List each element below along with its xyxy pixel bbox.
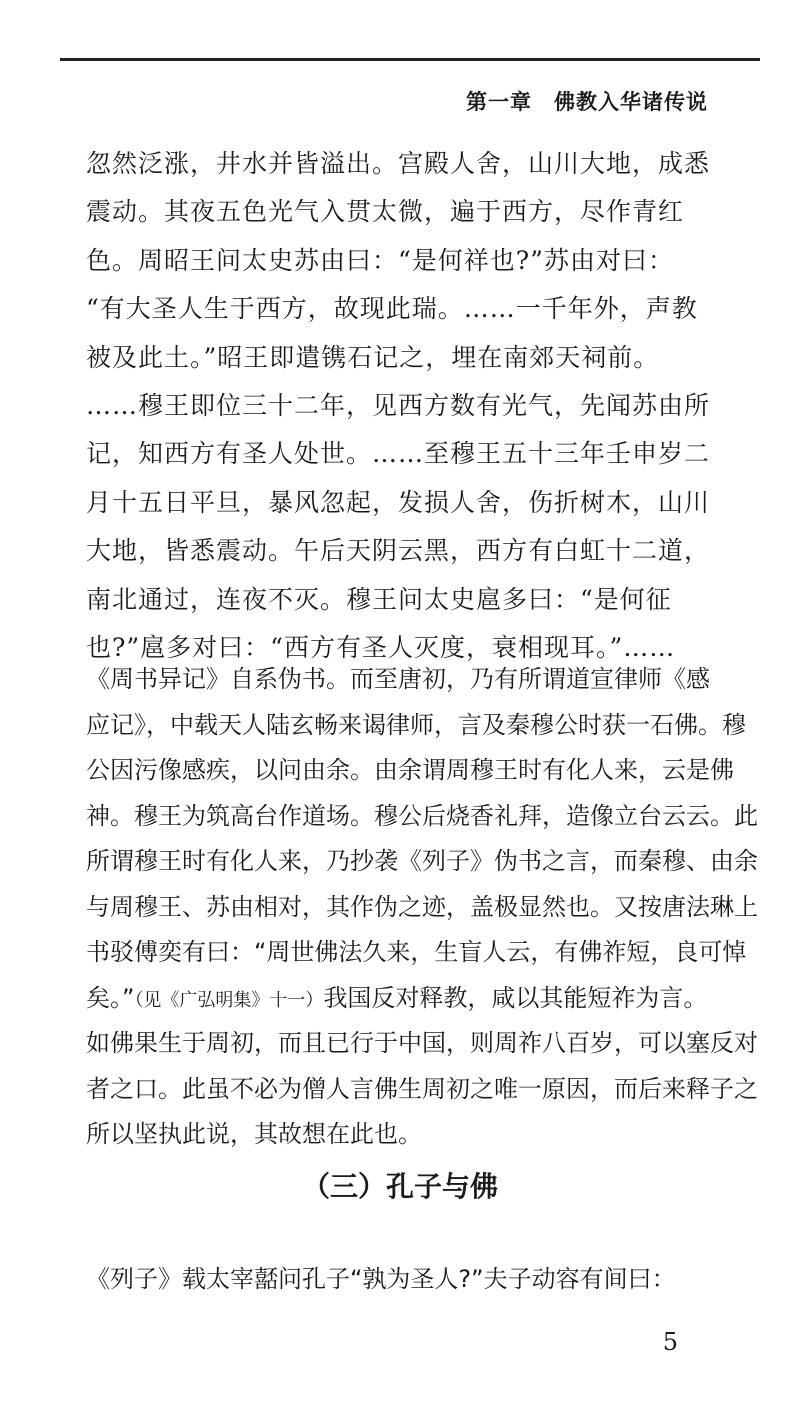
quote-line: 月十五日平旦，暴风忽起，发损人舍，伤折树木，山川 xyxy=(86,487,711,517)
body-line: 所谓穆王时有化人来，乃抄袭《列子》伪书之言，而秦穆、由余 xyxy=(86,847,758,875)
body-line: 者之口。此虽不必为僧人言佛生周初之唯一原因，而后来释子之 xyxy=(86,1074,758,1103)
body-line: 所以坚执此说，其故想在此也。 xyxy=(86,1120,422,1148)
quote-line: 大地，皆悉震动。午后天阴云黑，西方有白虹十二道， xyxy=(86,536,711,566)
quoted-passage xyxy=(86,140,711,672)
quote-line: 南北通过，连夜不灭。穆王问太史扈多曰：“是何征 xyxy=(86,584,672,614)
quote-line: 也?”扈多对曰：“西方有圣人灭度，衰相现耳。”…… xyxy=(86,632,676,662)
quote-line: 忽然泛涨，井水并皆溢出。宫殿人舍，山川大地，成悉 xyxy=(86,149,711,178)
header-rule xyxy=(60,58,760,61)
body-line: 公因污像感疾，以问由余。由余谓周穆王时有化人来，云是佛 xyxy=(86,756,734,784)
quote-line: ……穆王即位三十二年，见西方数有光气，先闻苏由所 xyxy=(86,390,711,420)
running-header-chapter-title: 第一章 佛教入华诸传说 xyxy=(466,90,708,114)
body-paragraph xyxy=(86,657,758,1158)
body-line-with-note xyxy=(86,976,706,1022)
section-heading: （三）孔子与佛 xyxy=(301,1170,498,1203)
citation-note: （见《广弘明集》十一） xyxy=(134,989,324,1011)
body-line: 《周书异记》自系伪书。而至唐初，乃有所谓道宣律师《感 xyxy=(86,665,710,693)
body-line: 应记》，中载天人陆玄畅来谒律师，言及秦穆公时获一石佛。穆 xyxy=(86,710,746,739)
body-line: 神。穆王为筑高台作道场。穆公后烧香礼拜，造像立台云云。此 xyxy=(86,801,758,830)
body-line: 与周穆王、苏由相对，其作伪之迹，盖极显然也。又按唐法琳上 xyxy=(86,892,758,921)
body-line-start: 矣。” xyxy=(86,983,135,1012)
quote-line: 震动。其夜五色光气入贯太微，遍于西方，尽作青红 xyxy=(86,197,685,227)
quote-line: “有大圣人生于西方，故现此瑞。……一千年外，声教 xyxy=(86,294,698,324)
body-line: 书驳傅奕有曰：“周世佛法久来，生盲人云，有佛祚短，良可悼 xyxy=(86,938,747,966)
quote-line: 记，知西方有圣人处世。……至穆王五十三年壬申岁二 xyxy=(86,439,711,469)
quote-line: 色。周昭王问太史苏由曰：“是何祥也?”苏由对曰： xyxy=(86,245,674,275)
body-line: 如佛果生于周初，而且已行于中国，则周祚八百岁，可以塞反对 xyxy=(86,1029,758,1057)
body-line-end: 我国反对释教，咸以其能短祚为言。 xyxy=(323,983,708,1012)
body-line: 《列子》载太宰嚭问孔子“孰为圣人?”夫子动容有间曰： xyxy=(86,1265,676,1293)
quote-line: 被及此土。”昭王即遣镌石记之，埋在南郊天祠前。 xyxy=(86,342,660,372)
page-number: 5 xyxy=(662,1328,678,1356)
